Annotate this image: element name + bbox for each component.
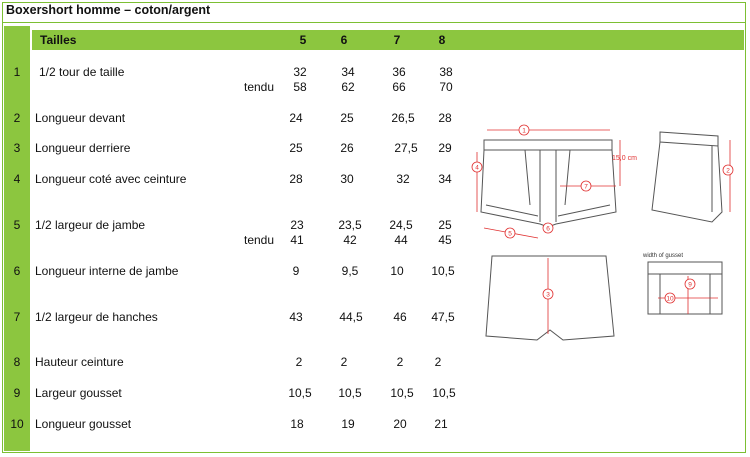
stretched-value-size-7: 44 <box>394 233 408 247</box>
value-size-6: 9,5 <box>341 264 359 278</box>
value-size-6: 25 <box>340 111 354 125</box>
row-number: 10 <box>10 417 24 431</box>
marker-5: 5 <box>508 230 512 238</box>
value-size-8: 10,5 <box>431 264 455 278</box>
value-size-8: 21 <box>434 417 448 431</box>
value-size-6: 30 <box>340 172 354 186</box>
value-size-8: 47,5 <box>431 310 455 324</box>
size-8: 8 <box>438 33 446 47</box>
value-size-5: 28 <box>289 172 303 186</box>
sizes-label: Tailles <box>40 33 77 47</box>
marker-10: 10 <box>666 295 674 303</box>
value-size-6: 10,5 <box>338 386 362 400</box>
stretched-value-size-8: 70 <box>439 80 453 94</box>
value-size-7: 10,5 <box>390 386 414 400</box>
row-number: 9 <box>13 386 21 400</box>
row-number: 7 <box>13 310 21 324</box>
stretched-value-size-7: 66 <box>392 80 406 94</box>
value-size-5: 23 <box>290 218 304 232</box>
page-title: Boxershort homme – coton/argent <box>6 3 211 17</box>
stretched-value-size-6: 42 <box>343 233 357 247</box>
value-size-8: 10,5 <box>432 386 456 400</box>
size-6: 6 <box>340 33 348 47</box>
row-label: Longueur devant <box>35 111 126 125</box>
row-number: 8 <box>13 355 21 369</box>
marker-7: 7 <box>584 183 588 191</box>
marker-9: 9 <box>688 281 692 289</box>
value-size-5: 10,5 <box>288 386 312 400</box>
value-size-7: 36 <box>392 65 406 79</box>
boxer-side-view <box>652 132 722 222</box>
row-label: Largeur gousset <box>35 386 122 400</box>
value-size-7: 20 <box>393 417 407 431</box>
marker-1: 1 <box>522 127 526 135</box>
value-size-5: 24 <box>289 111 303 125</box>
gusset-view <box>648 262 722 314</box>
size-7: 7 <box>393 33 401 47</box>
value-size-8: 29 <box>438 141 452 155</box>
value-size-7: 24,5 <box>389 218 413 232</box>
stretched-value-size-6: 62 <box>341 80 355 94</box>
value-size-5: 2 <box>295 355 303 369</box>
measure-label: 15,0 cm <box>612 155 637 162</box>
stretched-value-size-5: 41 <box>290 233 304 247</box>
marker-2: 2 <box>726 167 730 175</box>
value-size-8: 38 <box>439 65 453 79</box>
value-size-8: 28 <box>438 111 452 125</box>
row-label: Longueur coté avec ceinture <box>35 172 187 186</box>
row-label: 1/2 largeur de hanches <box>35 310 158 324</box>
value-size-8: 2 <box>434 355 442 369</box>
row-label: Longueur gousset <box>35 417 132 431</box>
gusset-label: width of gusset <box>643 253 684 259</box>
row-label: Longueur interne de jambe <box>35 264 179 278</box>
value-size-5: 18 <box>290 417 304 431</box>
size-5: 5 <box>299 33 307 47</box>
row-number: 4 <box>13 172 21 186</box>
value-size-5: 43 <box>289 310 303 324</box>
value-size-8: 34 <box>438 172 452 186</box>
boxer-front-view <box>481 140 616 227</box>
value-size-7: 10 <box>390 264 404 278</box>
row-number: 3 <box>13 141 21 155</box>
value-size-7: 32 <box>396 172 410 186</box>
row-number: 1 <box>13 65 21 79</box>
value-size-7: 2 <box>396 355 404 369</box>
value-size-6: 19 <box>341 417 355 431</box>
stretched-label: tendu <box>244 80 275 94</box>
value-size-7: 46 <box>393 310 407 324</box>
value-size-6: 34 <box>341 65 355 79</box>
value-size-6: 44,5 <box>339 310 363 324</box>
marker-4: 4 <box>475 164 479 172</box>
value-size-7: 27,5 <box>394 141 418 155</box>
measurement-markers <box>472 125 733 303</box>
value-size-7: 26,5 <box>391 111 415 125</box>
value-size-6: 2 <box>340 355 348 369</box>
marker-3: 3 <box>546 291 550 299</box>
row-label: Hauteur ceinture <box>35 355 124 369</box>
marker-6: 6 <box>546 225 550 233</box>
row-number: 6 <box>13 264 21 278</box>
row-label: 1/2 largeur de jambe <box>35 218 146 232</box>
row-label: 1/2 tour de taille <box>39 65 125 79</box>
stretched-value-size-8: 45 <box>438 233 452 247</box>
value-size-6: 26 <box>340 141 354 155</box>
value-size-5: 25 <box>289 141 303 155</box>
value-size-5: 32 <box>293 65 307 79</box>
stretched-label: tendu <box>244 233 275 247</box>
value-size-8: 25 <box>438 218 452 232</box>
value-size-6: 23,5 <box>338 218 362 232</box>
row-number: 5 <box>13 218 21 232</box>
stretched-value-size-5: 58 <box>293 80 307 94</box>
value-size-5: 9 <box>292 264 300 278</box>
row-number: 2 <box>13 111 21 125</box>
row-label: Longueur derriere <box>35 141 131 155</box>
